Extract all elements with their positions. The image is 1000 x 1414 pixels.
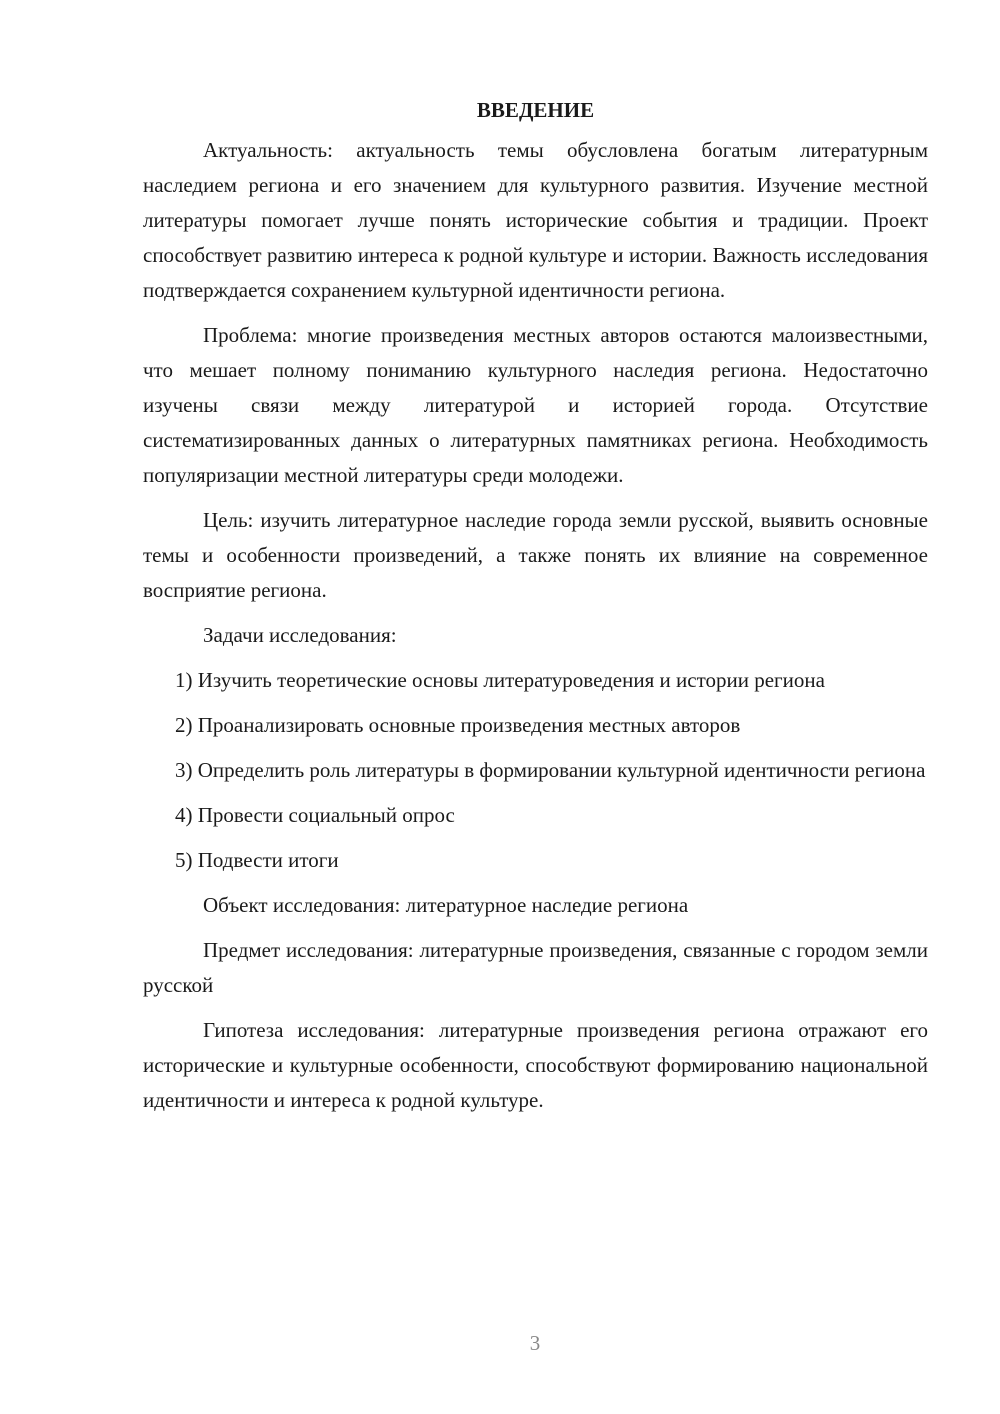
task-item-3: 3) Определить роль литературы в формировании культурной идентичности региона — [175, 758, 926, 782]
hypothesis-paragraph: Гипотеза исследования: литературные произведения региона отражают его исторические и культурные особенности, способствуют формированию национальной идентичности и интереса к родной культуре. — [143, 1018, 928, 1112]
task-item-5: 5) Подвести итоги — [175, 848, 339, 872]
subject-paragraph: Предмет исследования: литературные произведения, связанные с городом земли русской — [143, 938, 928, 997]
task-item-1: 1) Изучить теоретические основы литературоведения и истории региона — [175, 668, 825, 692]
problem-paragraph: Проблема: многие произведения местных авторов остаются малоизвестными, что мешает полному пониманию культурного наследия региона. Недостаточно изучены связи между литературой и историей города. Отсутствие систематизированных данных о литературных памятниках региона. Необходимость популяризации местной литературы среди молодежи. — [143, 323, 928, 487]
tasks-heading: Задачи исследования: — [203, 623, 397, 647]
task-item-2: 2) Проанализировать основные произведения местных авторов — [175, 713, 741, 737]
document-page — [143, 93, 928, 1118]
task-item-4: 4) Провести социальный опрос — [175, 803, 455, 827]
page-title: ВВЕДЕНИЕ — [476, 98, 595, 122]
actuality-paragraph: Актуальность: актуальность темы обусловлена богатым литературным наследием региона и его значением для культурного развития. Изучение местной литературы помогает лучше понять исторические события и традиции. Проект способствует развитию интереса к родной культуре и истории. Важность исследования подтверждается сохранением культурной идентичности региона. — [143, 138, 928, 302]
page-number: 3 — [529, 1331, 541, 1355]
goal-paragraph: Цель: изучить литературное наследие города земли русской, выявить основные темы и особенности произведений, а также понять их влияние на современное восприятие региона. — [143, 508, 928, 602]
object-paragraph: Объект исследования: литературное наследие региона — [203, 893, 689, 917]
